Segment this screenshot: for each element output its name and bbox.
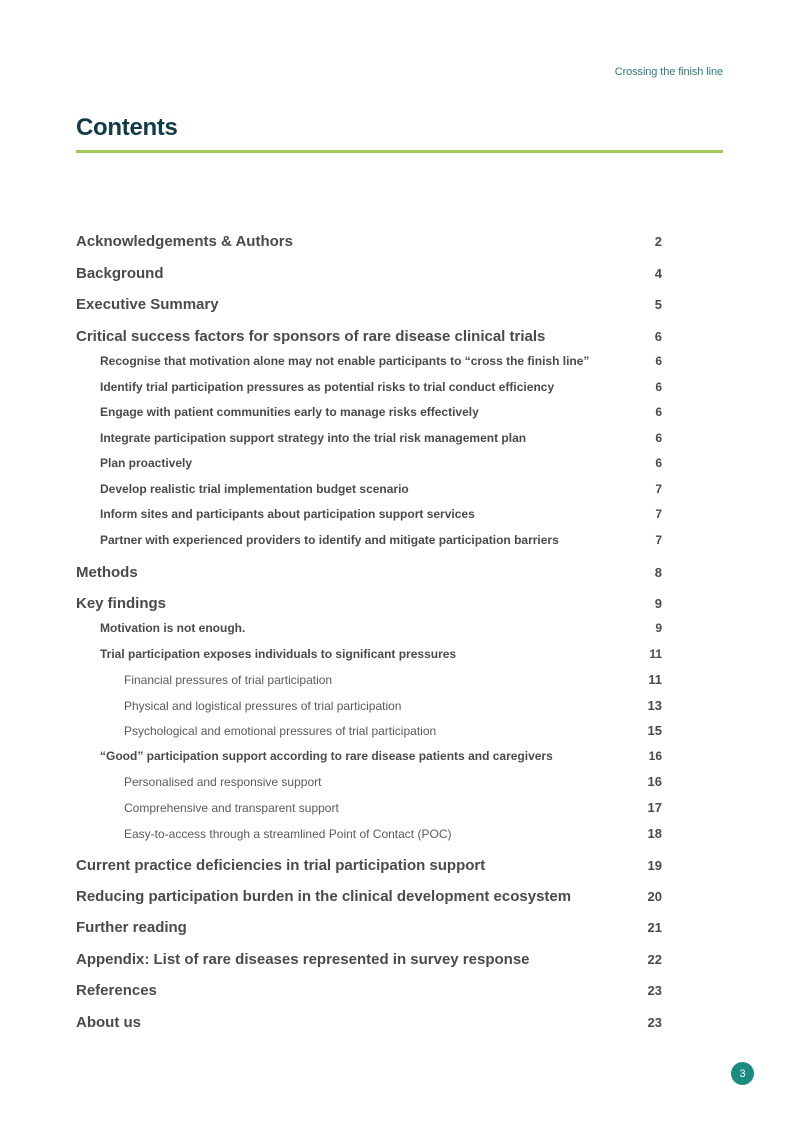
toc-entry-title: Develop realistic trial implementation budget scenario [100, 482, 409, 496]
toc-entry-title: Recognise that motivation alone may not enable participants to “cross the finish line” [100, 354, 590, 368]
toc-entry-page-number: 11 [648, 672, 662, 687]
toc-entry[interactable] [76, 431, 662, 445]
toc-entry-page-number: 23 [647, 1015, 662, 1030]
toc-entry[interactable] [76, 800, 662, 815]
toc-entry-page-number: 13 [647, 698, 662, 713]
toc-entry[interactable] [76, 919, 662, 936]
toc-entry-title: Further reading [76, 919, 187, 936]
toc-entry-title: Psychological and emotional pressures of trial participation [124, 724, 437, 738]
toc-entry-title: Engage with patient communities early to manage risks effectively [100, 405, 479, 419]
toc-entry-title: Partner with experienced providers to identify and mitigate participation barriers [100, 533, 559, 547]
toc-entry-page-number: 17 [647, 800, 662, 815]
toc-entry-page-number: 9 [655, 621, 662, 635]
toc-entry-page-number: 16 [648, 749, 662, 763]
toc-entry-title: References [76, 982, 157, 999]
toc-entry-title: Acknowledgements & Authors [76, 233, 293, 250]
toc-entry-title: Comprehensive and transparent support [124, 801, 339, 815]
toc-entry-page-number: 18 [647, 826, 662, 841]
toc-entry[interactable] [76, 1014, 662, 1031]
toc-entry[interactable] [76, 296, 662, 313]
toc-entry[interactable] [76, 982, 662, 999]
toc-entry-page-number: 6 [654, 329, 662, 344]
page-title: Contents [76, 114, 178, 141]
toc-entry[interactable] [76, 265, 662, 282]
toc-entry-page-number: 4 [654, 266, 662, 281]
title-divider [76, 150, 723, 153]
toc-entry-page-number: 7 [655, 482, 662, 496]
page-number-badge: 3 [731, 1062, 754, 1085]
toc-entry-title: Financial pressures of trial participation [124, 673, 333, 687]
toc-entry-title: About us [76, 1014, 141, 1031]
toc-entry[interactable] [76, 826, 662, 841]
toc-entry-page-number: 6 [655, 405, 662, 419]
toc-entry-title: Executive Summary [76, 296, 219, 313]
toc-entry-title: Current practice deficiencies in trial participation support [76, 857, 486, 874]
toc-entry-page-number: 6 [655, 456, 662, 470]
toc-entry-title: Motivation is not enough. [100, 621, 246, 635]
toc-entry-title: Inform sites and participants about participation support services [100, 507, 475, 521]
toc-entry-title: Integrate participation support strategy into the trial risk management plan [100, 431, 527, 445]
toc-entry[interactable] [76, 951, 662, 968]
toc-entry-page-number: 22 [647, 952, 662, 967]
toc-entry[interactable] [76, 857, 662, 874]
toc-entry[interactable] [76, 698, 662, 713]
toc-entry[interactable] [76, 888, 662, 905]
toc-entry[interactable] [76, 482, 662, 496]
toc-entry[interactable] [76, 380, 662, 394]
toc-entry-page-number: 5 [654, 297, 662, 312]
toc-entry-title: Critical success factors for sponsors of rare disease clinical trials [76, 328, 546, 345]
toc-entry-title: Key findings [76, 595, 167, 612]
toc-entry-title: Personalised and responsive support [124, 775, 322, 789]
toc-entry[interactable] [76, 507, 662, 521]
toc-entry-page-number: 6 [655, 431, 662, 445]
toc-entry-title: Trial participation exposes individuals to significant pressures [100, 647, 457, 661]
toc-entry[interactable] [76, 328, 662, 345]
toc-entry-page-number: 23 [647, 983, 662, 998]
toc-entry-title: Easy-to-access through a streamlined Point of Contact (POC) [124, 827, 452, 841]
toc-entry-page-number: 16 [647, 774, 662, 789]
toc-entry[interactable] [76, 533, 662, 547]
toc-entry-page-number: 20 [647, 889, 662, 904]
toc-entry-title: Reducing participation burden in the clinical development ecosystem [76, 888, 572, 905]
toc-entry-page-number: 19 [647, 858, 662, 873]
toc-entry[interactable] [76, 564, 662, 581]
toc-entry-page-number: 6 [655, 380, 662, 394]
toc-entry-title: Background [76, 265, 164, 282]
toc-entry[interactable] [76, 456, 662, 470]
toc-entry[interactable] [76, 774, 662, 789]
toc-entry-title: Appendix: List of rare diseases represented in survey response [76, 951, 530, 968]
toc-entry-page-number: 7 [655, 507, 662, 521]
toc-entry-page-number: 15 [647, 723, 662, 738]
toc-entry[interactable] [76, 647, 662, 661]
toc-entry[interactable] [76, 233, 662, 250]
toc-entry-page-number: 9 [654, 596, 662, 611]
toc-entry-title: Physical and logistical pressures of trial participation [124, 699, 402, 713]
toc-entry[interactable] [76, 405, 662, 419]
toc-entry[interactable] [76, 672, 662, 687]
toc-entry[interactable] [76, 749, 662, 763]
toc-entry-title: Identify trial participation pressures as potential risks to trial conduct efficiency [100, 380, 555, 394]
toc-entry-title: Methods [76, 564, 138, 581]
toc-entry[interactable] [76, 354, 662, 368]
toc-entry[interactable] [76, 621, 662, 635]
toc-entry-title: “Good” participation support according to rare disease patients and caregivers [100, 749, 553, 763]
toc-entry[interactable] [76, 723, 662, 738]
running-header: Crossing the finish line [614, 66, 723, 78]
toc-entry-page-number: 11 [649, 647, 662, 661]
toc-entry-page-number: 8 [654, 565, 662, 580]
toc-entry-page-number: 21 [647, 920, 662, 935]
toc-entry-title: Plan proactively [100, 456, 193, 470]
toc-entry-page-number: 6 [655, 354, 662, 368]
toc-entry-page-number: 2 [654, 234, 662, 249]
toc-entry[interactable] [76, 595, 662, 612]
toc-entry-page-number: 7 [655, 533, 662, 547]
